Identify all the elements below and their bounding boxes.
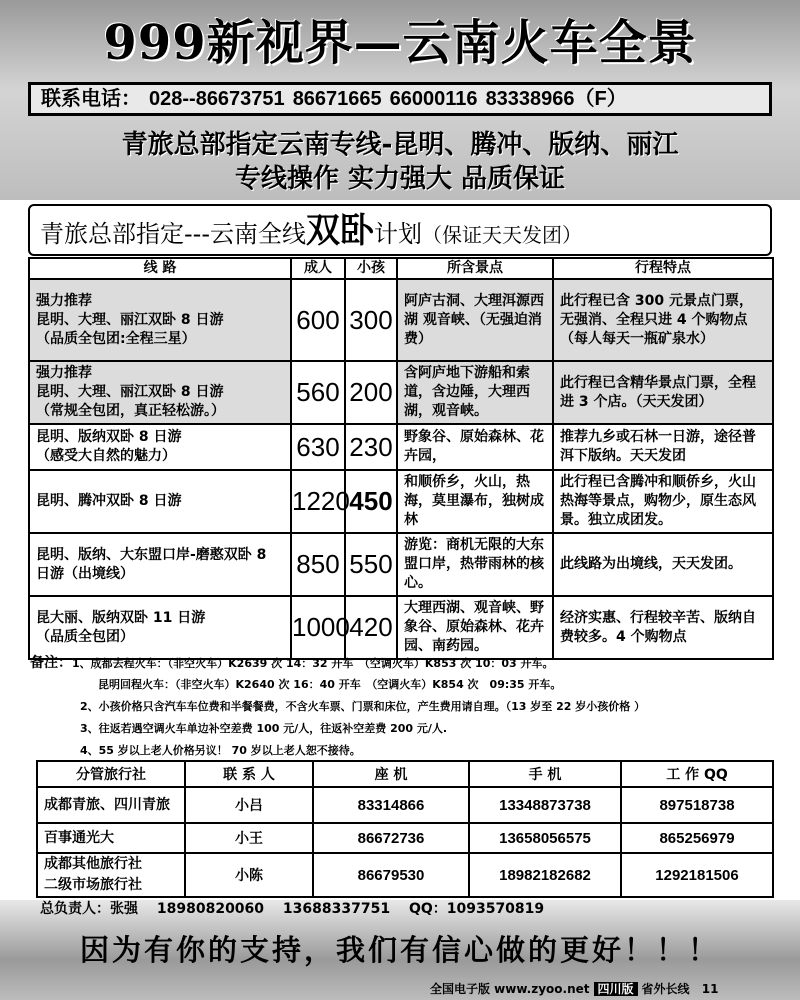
qq-cell: 865256979	[621, 823, 773, 853]
note-line: 3、往返若遇空调火车单边补空差费 100 元/人，往返补空差费 200 元/人.	[80, 722, 448, 735]
adult-price: 630	[291, 424, 345, 470]
table-row	[37, 787, 773, 823]
table-row	[29, 361, 773, 424]
header-cell: 所含景点	[397, 258, 553, 279]
feature-cell: 此线路为出境线，天天发团。	[553, 533, 773, 596]
landline-cell: 86672736	[313, 823, 469, 853]
phone-number: 66000116	[389, 88, 478, 110]
manager-label: 总负责人：张强	[40, 901, 138, 917]
feature-cell: 推荐九乡或石林一日游，途径普洱下版纳。天天发团	[553, 424, 773, 470]
agent-table-header	[37, 761, 773, 787]
table-row	[29, 279, 773, 361]
route-cell: 强力推荐 昆明、大理、丽江双卧 8 日游 （品质全包团:全程三星）	[29, 279, 291, 361]
phone-bar	[28, 82, 772, 116]
child-price: 230	[345, 424, 397, 470]
contact-cell: 小吕	[185, 787, 313, 823]
qq-cell: 1292181506	[621, 853, 773, 897]
route-table-header	[29, 258, 773, 279]
footer-section: 省外长线	[641, 982, 690, 996]
table-row	[29, 424, 773, 470]
page-footer	[430, 981, 718, 997]
note-line: 备注：1、成都去程火车：（非空火车）K2639 次 14：32 开车 （空调火车）K853 次 10：03 开车。	[30, 655, 554, 671]
feature-cell: 此行程已含腾冲和顺侨乡，火山热海等景点，购物少，原生态风景。独立成团发。	[553, 470, 773, 533]
page-number: 11	[701, 982, 719, 996]
table-row	[29, 470, 773, 533]
notes-lead: 备注：	[30, 655, 72, 671]
table-row	[29, 596, 773, 659]
header-cell: 线 路	[29, 258, 291, 279]
agency-cell: 成都其他旅行社 二级市场旅行社	[37, 853, 185, 897]
header-cell: 联 系 人	[185, 761, 313, 787]
plan-note: （保证天天发团）	[421, 223, 582, 247]
feature-cell: 此行程已含精华景点门票，全程进 3 个店。（天天发团）	[553, 361, 773, 424]
child-price: 450	[345, 470, 397, 533]
adult-price: 600	[291, 279, 345, 361]
phone-number: 83338966（F）	[485, 88, 627, 110]
sights-cell: 阿庐古洞、大理洱源西湖 观音峡、（无强迫消费）	[397, 279, 553, 361]
phone-number: 86671665	[292, 88, 382, 110]
child-price: 200	[345, 361, 397, 424]
mobile-cell: 18982182682	[469, 853, 621, 897]
note-line: 昆明回程火车：（非空火车）K2640 次 16：40 开车 （空调火车）K854 次 09:35 开车。	[98, 678, 562, 691]
header-cell: 手 机	[469, 761, 621, 787]
plan-suffix: 计划	[373, 220, 422, 248]
adult-price: 1000	[291, 596, 345, 659]
sights-cell: 和顺侨乡，火山，热海，莫里瀑布，独树成林	[397, 470, 553, 533]
phone-label: 联系电话：	[41, 88, 141, 110]
sights-cell: 大理西湖、观音峡、野象谷、原始森林、花卉园、南药园。	[397, 596, 553, 659]
child-price: 420	[345, 596, 397, 659]
route-cell: 昆明、腾冲双卧 8 日游	[29, 470, 291, 533]
agent-table	[36, 760, 774, 898]
route-table	[28, 257, 774, 660]
agency-cell: 百事通光大	[37, 823, 185, 853]
thanks-slogan: 因为有你的支持，我们有信心做的更好！！！	[79, 933, 720, 967]
contact-cell: 小陈	[185, 853, 313, 897]
contact-cell: 小王	[185, 823, 313, 853]
route-cell: 强力推荐 昆明、大理、丽江双卧 8 日游 （常规全包团，真正轻松游。）	[29, 361, 291, 424]
header-cell: 座 机	[313, 761, 469, 787]
mobile-cell: 13348873738	[469, 787, 621, 823]
agency-cell: 成都青旅、四川青旅	[37, 787, 185, 823]
manager-contact	[40, 898, 558, 918]
header-cell: 成人	[291, 258, 345, 279]
manager-qq: QQ：1093570819	[408, 901, 545, 917]
table-row	[37, 853, 773, 897]
slogan-line: 专线操作 实力强大 品质保证	[234, 164, 566, 194]
manager-phone: 18980820060	[156, 901, 265, 917]
slogan-line: 青旅总部指定云南专线-昆明、腾冲、版纳、丽江	[121, 130, 679, 160]
adult-price: 1220	[291, 470, 345, 533]
route-cell: 昆大丽、版纳双卧 11 日游 （品质全包团）	[29, 596, 291, 659]
mobile-cell: 13658056575	[469, 823, 621, 853]
child-price: 550	[345, 533, 397, 596]
footer-edition: 全国电子版 www.zyoo.net	[430, 982, 590, 996]
adult-price: 560	[291, 361, 345, 424]
page-title: 999新视界—云南火车全景	[103, 15, 697, 71]
header-cell: 小孩	[345, 258, 397, 279]
note-line: 4、55 岁以上老人价格另议！ 70 岁以上老人恕不接待。	[80, 744, 361, 757]
manager-phone: 13688337751	[282, 901, 391, 917]
sights-cell: 含阿庐地下游船和索道，含边陲，大理西湖，观音峡。	[397, 361, 553, 424]
plan-prefix: 青旅总部指定---云南全线	[40, 220, 306, 248]
landline-cell: 86679530	[313, 853, 469, 897]
feature-cell: 经济实惠、行程较辛苦、版纳自费较多。4 个购物点	[553, 596, 773, 659]
sights-cell: 野象谷、原始森林、花卉园，	[397, 424, 553, 470]
feature-cell: 此行程已含 300 元景点门票，无强消、全程只进 4 个购物点（每人每天一瓶矿泉水）	[553, 279, 773, 361]
plan-banner	[28, 204, 772, 256]
plan-highlight: 双卧	[305, 211, 374, 251]
landline-cell: 83314866	[313, 787, 469, 823]
route-cell: 昆明、版纳双卧 8 日游 （感受大自然的魅力）	[29, 424, 291, 470]
child-price: 300	[345, 279, 397, 361]
header-cell: 分管旅行社	[37, 761, 185, 787]
header-cell: 工 作 QQ	[621, 761, 773, 787]
sights-cell: 游览：商机无限的大东盟口岸，热带雨林的核心。	[397, 533, 553, 596]
table-row	[37, 823, 773, 853]
note-line: 2、小孩价格只含汽车车位费和半餐餐费，不含火车票、门票和床位，产生费用请自理。（13 岁至 22 岁小孩价格 ）	[80, 700, 646, 713]
table-row	[29, 533, 773, 596]
adult-price: 850	[291, 533, 345, 596]
route-cell: 昆明、版纳、大东盟口岸-磨憨双卧 8 日游（出境线）	[29, 533, 291, 596]
footer-tag: 四川版	[594, 982, 638, 996]
header-cell: 行程特点	[553, 258, 773, 279]
phone-number: 028--86673751	[149, 88, 285, 110]
qq-cell: 897518738	[621, 787, 773, 823]
